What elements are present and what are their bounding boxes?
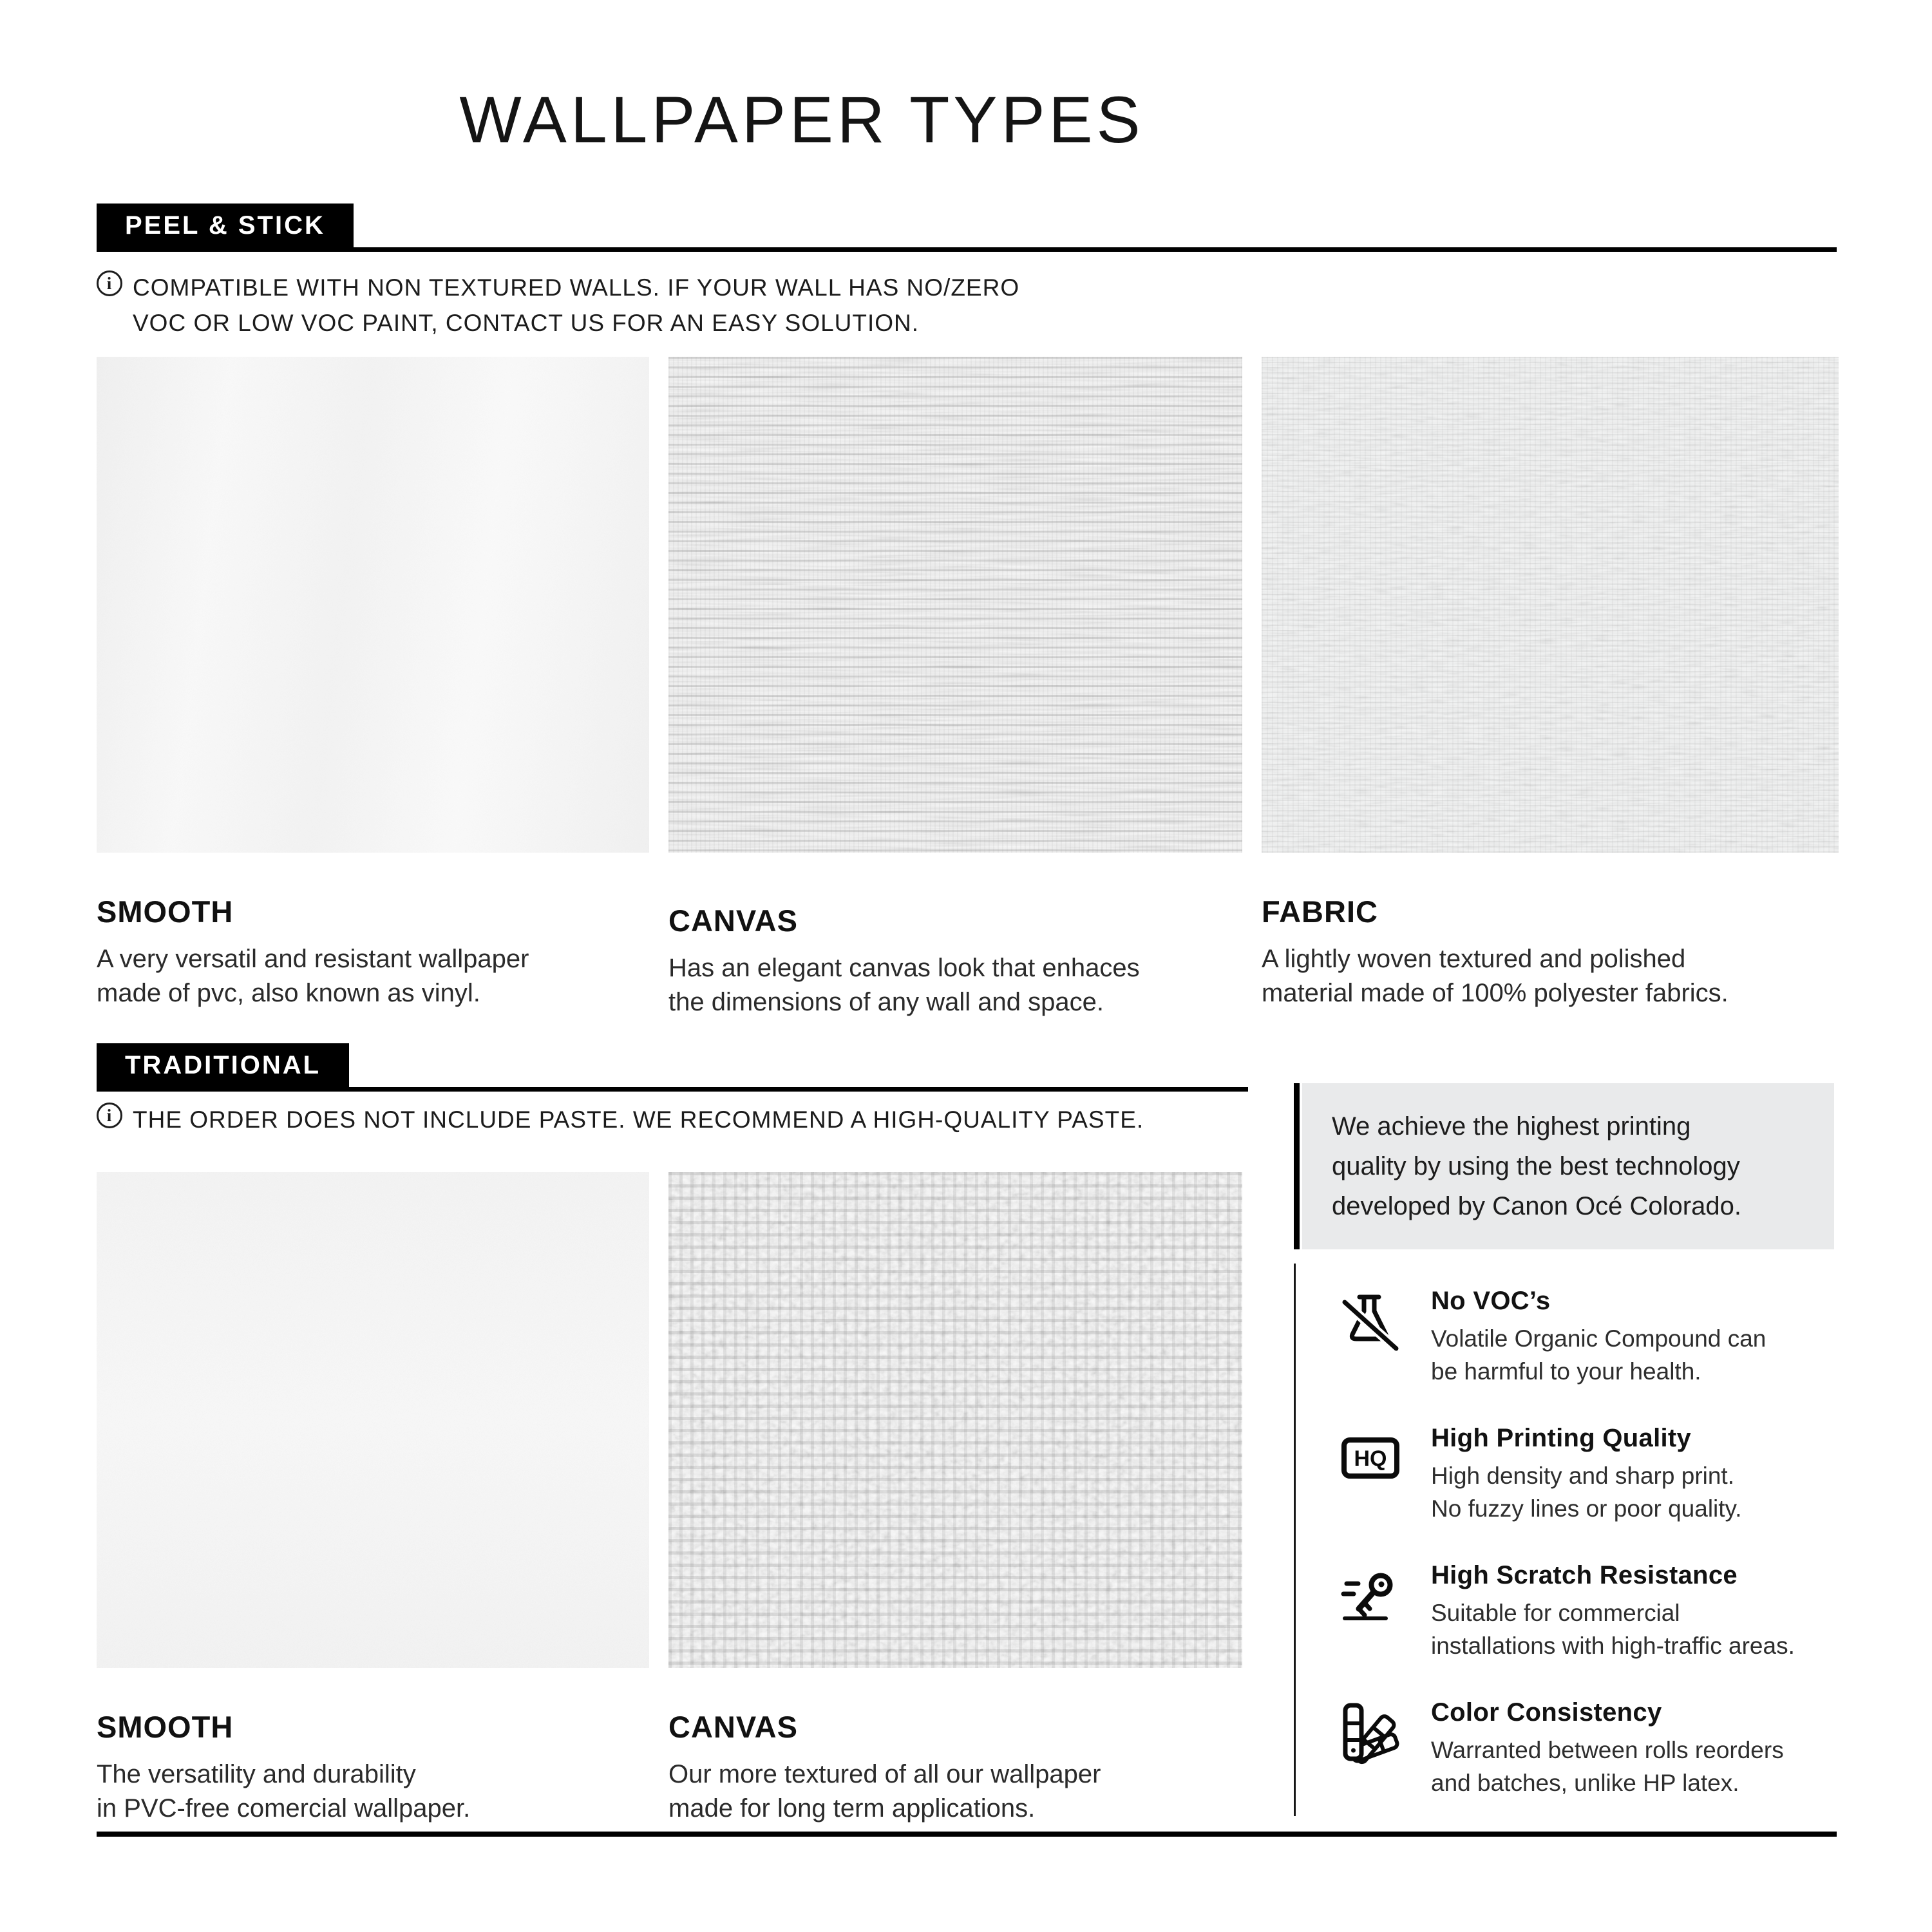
texture-swatch-peel-fabric bbox=[1262, 357, 1839, 853]
swatch-column-trad-smooth bbox=[97, 1172, 649, 1826]
swatch-title: SMOOTH bbox=[97, 1710, 234, 1744]
swatch-description bbox=[97, 942, 649, 1010]
desc-line: be harmful to your health. bbox=[1431, 1358, 1701, 1385]
quote-line: developed by Canon Océ Colorado. bbox=[1332, 1192, 1741, 1220]
note-line: THE ORDER DOES NOT INCLUDE PASTE. WE RECOMMEND A HIGH-QUALITY PASTE. bbox=[133, 1106, 1144, 1133]
feature-description bbox=[1431, 1596, 1853, 1662]
quote-line: quality by using the best technology bbox=[1332, 1152, 1740, 1180]
peel-stick-note-text bbox=[133, 270, 1019, 341]
feature-description bbox=[1431, 1459, 1853, 1525]
features-list bbox=[1338, 1287, 1853, 1835]
swatch-description bbox=[668, 1757, 1242, 1826]
desc-line: A lightly woven textured and polished bbox=[1262, 945, 1686, 973]
texture-swatch-peel-smooth bbox=[97, 357, 649, 853]
swatch-column-peel-canvas bbox=[668, 357, 1242, 1019]
feature-title: Color Consistency bbox=[1431, 1698, 1662, 1727]
desc-line: made of pvc, also known as vinyl. bbox=[97, 979, 480, 1008]
peel-stick-swatch-row bbox=[97, 357, 1839, 1019]
desc-line: No fuzzy lines or poor quality. bbox=[1431, 1495, 1742, 1522]
key-scratch-icon bbox=[1338, 1561, 1403, 1628]
peel-stick-badge: PEEL & STICK bbox=[97, 204, 354, 247]
desc-line: material made of 100% polyester fabrics. bbox=[1262, 979, 1728, 1008]
section-header-peel-stick bbox=[97, 204, 1837, 252]
note-line: COMPATIBLE WITH NON TEXTURED WALLS. IF YOUR WALL HAS NO/ZERO bbox=[133, 274, 1020, 301]
feature-description bbox=[1431, 1322, 1853, 1388]
texture-grain bbox=[1262, 357, 1839, 853]
feature-title: No VOC’s bbox=[1431, 1287, 1551, 1315]
texture-grain bbox=[668, 357, 1242, 853]
desc-line: made for long term applications. bbox=[668, 1794, 1036, 1823]
swatch-title: CANVAS bbox=[668, 904, 798, 938]
features-divider-line bbox=[1294, 1264, 1296, 1816]
desc-line: in PVC-free comercial wallpaper. bbox=[97, 1794, 471, 1823]
desc-line: Volatile Organic Compound can bbox=[1431, 1325, 1766, 1352]
desc-line: Has an elegant canvas look that enhaces bbox=[668, 954, 1140, 982]
quote-accent-bar bbox=[1294, 1083, 1300, 1249]
feature-no-voc bbox=[1338, 1287, 1853, 1388]
traditional-note bbox=[97, 1103, 1144, 1138]
traditional-swatch-row bbox=[97, 1172, 1242, 1826]
hq-print-icon bbox=[1338, 1424, 1403, 1491]
feature-text bbox=[1431, 1561, 1853, 1662]
desc-line: Warranted between rolls reorders bbox=[1431, 1737, 1784, 1764]
quote-text bbox=[1302, 1083, 1834, 1249]
printing-quality-panel bbox=[1294, 1083, 1834, 1249]
note-line: VOC OR LOW VOC PAINT, CONTACT US FOR AN EASY SOLUTION. bbox=[133, 309, 920, 336]
desc-line: Our more textured of all our wallpaper bbox=[668, 1760, 1101, 1788]
texture-grain bbox=[97, 1172, 649, 1668]
desc-line: High density and sharp print. bbox=[1431, 1463, 1734, 1490]
texture-swatch-peel-canvas bbox=[668, 357, 1242, 853]
feature-high-scratch-resistance bbox=[1338, 1561, 1853, 1662]
desc-line: the dimensions of any wall and space. bbox=[668, 988, 1104, 1017]
swatch-description bbox=[1262, 942, 1839, 1010]
desc-line: installations with high-traffic areas. bbox=[1431, 1633, 1795, 1660]
texture-swatch-trad-canvas bbox=[668, 1172, 1242, 1668]
color-swatches-icon bbox=[1338, 1698, 1403, 1765]
swatch-column-trad-canvas bbox=[668, 1172, 1242, 1826]
svg-text:HQ: HQ bbox=[1354, 1446, 1387, 1472]
swatch-title: FABRIC bbox=[1262, 895, 1378, 929]
swatch-column-peel-smooth bbox=[97, 357, 649, 1019]
feature-color-consistency bbox=[1338, 1698, 1853, 1799]
feature-title: High Scratch Resistance bbox=[1431, 1561, 1738, 1590]
flask-no-voc-icon bbox=[1338, 1287, 1403, 1354]
feature-title: High Printing Quality bbox=[1431, 1424, 1692, 1453]
traditional-note-text bbox=[133, 1103, 1144, 1138]
swatch-title: SMOOTH bbox=[97, 895, 234, 929]
bottom-divider-line bbox=[97, 1832, 1837, 1837]
feature-text bbox=[1431, 1698, 1853, 1799]
traditional-badge: TRADITIONAL bbox=[97, 1043, 349, 1087]
texture-grain bbox=[668, 1172, 1242, 1668]
swatch-description bbox=[668, 951, 1242, 1019]
peel-stick-note bbox=[97, 270, 1019, 341]
desc-line: A very versatil and resistant wallpaper bbox=[97, 945, 529, 973]
page-title: WALLPAPER TYPES bbox=[459, 83, 1144, 156]
quote-line: We achieve the highest printing bbox=[1332, 1112, 1691, 1141]
feature-high-printing-quality bbox=[1338, 1424, 1853, 1525]
desc-line: Suitable for commercial bbox=[1431, 1600, 1680, 1627]
texture-swatch-trad-smooth bbox=[97, 1172, 649, 1668]
swatch-column-peel-fabric bbox=[1262, 357, 1839, 1019]
swatch-description bbox=[97, 1757, 649, 1826]
texture-grain bbox=[97, 357, 649, 853]
desc-line: and batches, unlike HP latex. bbox=[1431, 1770, 1739, 1797]
swatch-title: CANVAS bbox=[668, 1710, 798, 1744]
section-header-traditional bbox=[97, 1043, 1248, 1092]
feature-description bbox=[1431, 1734, 1853, 1799]
desc-line: The versatility and durability bbox=[97, 1760, 416, 1788]
info-icon: i bbox=[97, 1103, 122, 1128]
info-icon: i bbox=[97, 270, 122, 296]
feature-text bbox=[1431, 1287, 1853, 1388]
feature-text bbox=[1431, 1424, 1853, 1525]
